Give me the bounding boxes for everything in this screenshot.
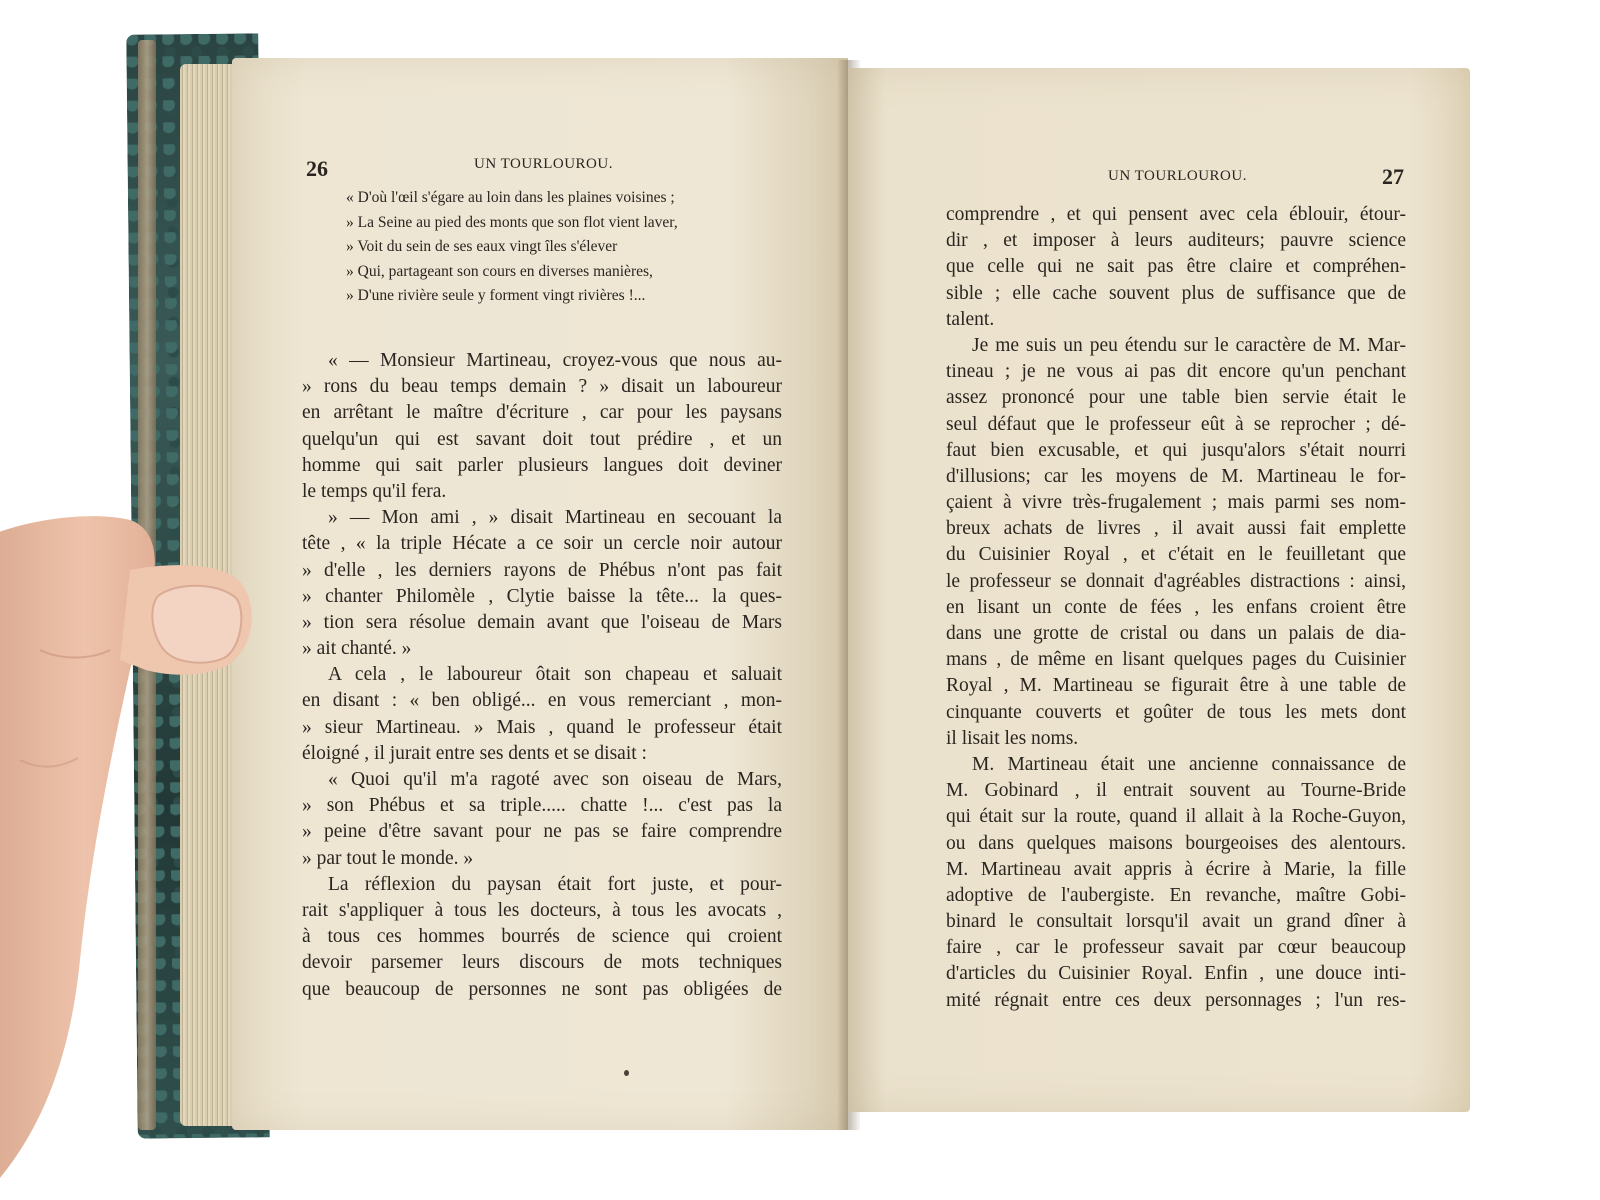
text-line: A cela , le laboureur ôtait son chapeau et saluait: [328, 664, 782, 686]
text-line: binard le consultait lorsqu'il avait un grand dîner à: [946, 911, 1406, 933]
text-line: rait s'appliquer à tous les docteurs, à tous les avocats ,: [302, 899, 782, 921]
text-line: M. Martineau avait appris à écrire à Marie, la fille: [946, 858, 1406, 880]
text-line: d'articles du Cuisinier Royal. Enfin , une douce inti-: [946, 963, 1406, 985]
text-line: en disant : « ben obligé... en vous remerciant , mon-: [302, 690, 782, 712]
right-body-text: [946, 202, 1406, 1014]
hand: [0, 500, 270, 1200]
text-line: qui était sur la route, quand il allait à la Roche-Guyon,: [946, 806, 1406, 828]
text-line: » son Phébus et sa triple..... chatte !... c'est pas la: [302, 795, 782, 817]
text-line: le temps qu'il fera.: [302, 480, 447, 502]
text-line: cinquante couverts et goûter de tous les mets dont: [946, 701, 1406, 723]
left-page-number: 26: [306, 156, 328, 181]
text-line: ou dans quelques maisons bourgeoises des alentours.: [946, 832, 1406, 854]
verse-line: » Qui, partageant son cours en diverses manières,: [346, 262, 653, 280]
text-line: seul défaut que le professeur eût à se reprocher ; dé-: [946, 413, 1406, 435]
text-line: » tion sera résolue demain avant que l'oiseau de Mars: [302, 611, 782, 633]
verse-line: » Voit du sein de ses eaux vingt îles s'élever: [346, 238, 618, 256]
text-line: « Quoi qu'il m'a ragoté avec son oiseau de Mars,: [328, 769, 782, 790]
verse-line: » La Seine au pied des monts que son flot vient laver,: [346, 213, 678, 231]
text-line: que beaucoup de personnes ne sont pas obligées de: [302, 978, 782, 1000]
right-page-number: 27: [1382, 164, 1404, 189]
text-line: M. Martineau était une ancienne connaissance de: [972, 753, 1406, 775]
ink-spot: [624, 1070, 629, 1076]
text-line: tête , « la triple Hécate a ce soir un cercle noir autour: [302, 533, 782, 555]
text-line: La réflexion du paysan était fort juste, et pour-: [328, 873, 782, 895]
text-line: » rons du beau temps demain ? » disait un laboureur: [302, 376, 782, 398]
text-line: mans , de même en lisant quelques pages du Cuisinier: [946, 649, 1406, 671]
text-line: d'illusions; car les moyens de M. Martineau le for-: [946, 465, 1406, 487]
text-line: faire , car le professeur savait par cœur beaucoup: [946, 937, 1406, 959]
text-line: quelqu'un qui est savant doit tout prédire , et un: [302, 428, 782, 450]
verse-line: » D'une rivière seule y forment vingt rivières !...: [346, 287, 646, 305]
text-line: assez prononcé pour une table bien servie était le: [946, 387, 1406, 409]
text-line: » d'elle , les derniers rayons de Phébus n'ont pas fait: [302, 559, 782, 581]
right-page: [848, 68, 1470, 1112]
text-line: » sieur Martineau. » Mais , quand le professeur était: [302, 716, 782, 738]
text-line: çaient à vivre très-frugalement ; mais parmi ses nom-: [946, 492, 1406, 514]
text-line: talent.: [946, 308, 995, 330]
text-line: breux achats de livres , il avait aussi fait emplette: [946, 518, 1406, 540]
text-line: » — Mon ami , » disait Martineau en secouant la: [328, 507, 782, 529]
text-line: homme qui sait parler plusieurs langues doit deviner: [302, 454, 782, 476]
text-line: dir , et imposer à leurs auditeurs; pauvre science: [946, 230, 1406, 252]
text-line: en arrêtant le maître d'écriture , car pour les paysans: [302, 402, 782, 424]
left-body-text: [302, 348, 782, 1003]
text-line: « — Monsieur Martineau, croyez-vous que nous au-: [328, 350, 782, 371]
text-line: Je me suis un peu étendu sur le caractère de M. Mar-: [972, 334, 1406, 356]
left-page: [232, 58, 848, 1130]
text-line: il lisait les noms.: [946, 727, 1079, 749]
text-line: le professeur se donnait d'agréables distractions : ainsi,: [946, 570, 1406, 592]
text-line: faut bien excusable, et qui jusqu'alors s'était nourri: [946, 439, 1406, 461]
text-line: devoir parsemer leurs discours de mots techniques: [302, 952, 782, 974]
text-line: » chanter Philomèle , Clytie baisse la tête... la ques-: [302, 585, 782, 607]
text-line: » ait chanté. »: [302, 638, 412, 660]
text-line: éloigné , il jurait entre ses dents et se disait :: [302, 742, 647, 764]
verse-line: « D'où l'œil s'égare au loin dans les plaines voisines ;: [346, 189, 675, 206]
text-line: comprendre , et qui pensent avec cela éblouir, étour-: [946, 204, 1406, 225]
text-line: sible ; elle cache souvent plus de suffisance que de: [946, 282, 1406, 304]
text-line: en lisant un conte de fées , les enfans croient être: [946, 596, 1406, 618]
text-line: dans une grotte de cristal ou dans un palais de dia-: [946, 623, 1406, 644]
right-running-head: UN TOURLOUROU.: [1108, 168, 1247, 184]
text-line: M. Gobinard , il entrait souvent au Tourne-Bride: [946, 780, 1406, 802]
verse-block: [346, 186, 678, 309]
text-line: Royal , M. Martineau se figurait être à une table de: [946, 675, 1406, 697]
text-line: que celle qui ne sait pas être claire et compréhen-: [946, 256, 1406, 278]
text-line: mité régnait entre ces deux personnages ; l'un res-: [946, 989, 1406, 1011]
text-line: » peine d'être savant pour ne pas se faire comprendre: [302, 821, 782, 843]
text-line: du Cuisinier Royal , et c'était en le feuilletant que: [946, 544, 1406, 566]
text-line: à tous ces hommes bourrés de science qui croient: [302, 926, 782, 948]
text-line: tineau ; je ne vous ai pas dit encore qu'un penchant: [946, 361, 1406, 383]
text-line: » par tout le monde. »: [302, 847, 474, 869]
text-line: adoptive de l'aubergiste. En revanche, maître Gobi-: [946, 884, 1406, 906]
left-running-head: UN TOURLOUROU.: [474, 156, 613, 172]
